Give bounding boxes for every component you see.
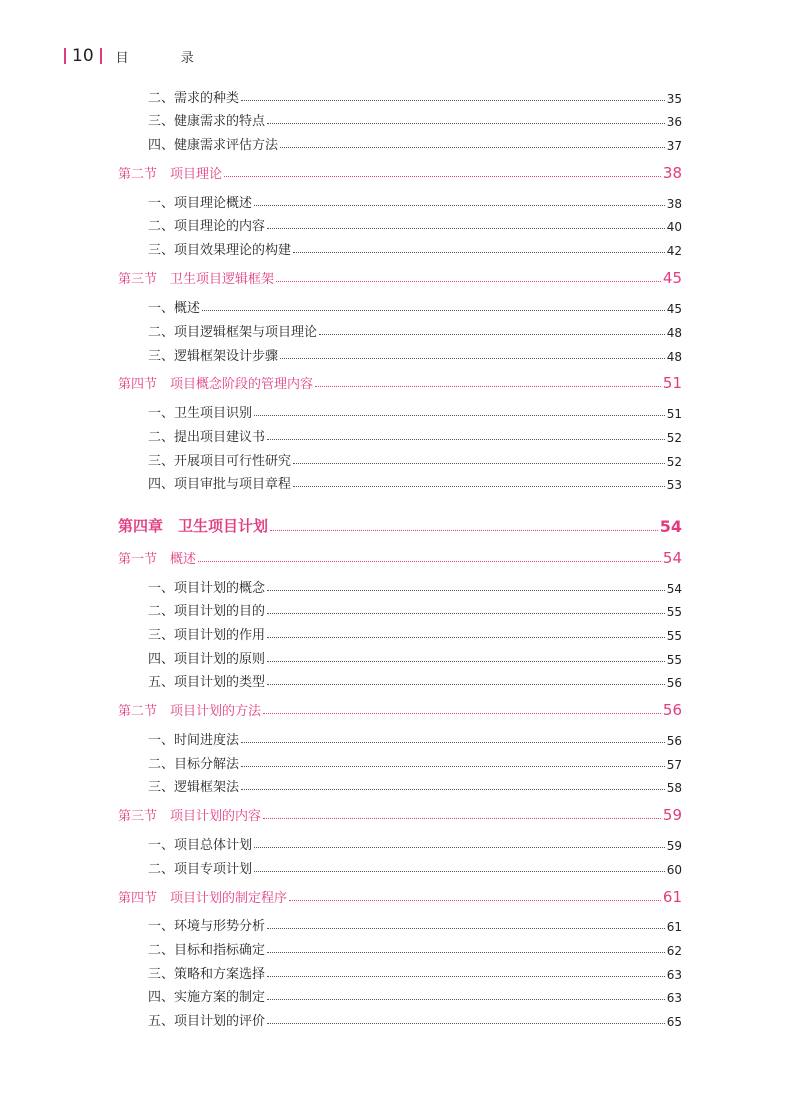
dot-leader (267, 590, 665, 591)
page-number: 10 (72, 46, 94, 66)
toc-title: 四、项目审批与项目章程 (148, 477, 292, 492)
toc-item[interactable] (148, 1007, 682, 1029)
dot-leader (263, 818, 661, 819)
toc-title: 三、逻辑框架设计步骤 (148, 349, 279, 364)
dot-leader (319, 334, 665, 335)
dot-leader (267, 613, 665, 614)
toc-section[interactable] (118, 802, 682, 824)
toc-section[interactable] (118, 160, 682, 182)
toc-page-number: 53 (666, 478, 682, 492)
toc-item[interactable] (148, 236, 682, 258)
toc-page-number: 54 (659, 517, 682, 536)
dot-leader (267, 976, 665, 977)
toc-item[interactable] (148, 831, 682, 853)
dot-leader (270, 530, 658, 531)
toc-title: 二、目标分解法 (148, 757, 240, 772)
toc-item[interactable] (148, 912, 682, 934)
toc-title: 第四章 卫生项目计划 (118, 517, 269, 535)
page-title: 目 录 (115, 50, 218, 66)
toc-item[interactable] (148, 574, 682, 596)
toc-item[interactable] (148, 294, 682, 316)
toc-item[interactable] (148, 212, 682, 234)
dot-leader (254, 205, 665, 206)
toc-title: 第四节 项目计划的制定程序 (118, 891, 288, 906)
toc-section[interactable] (118, 884, 682, 906)
toc-item[interactable] (148, 750, 682, 772)
dot-leader (315, 386, 661, 387)
toc-title: 一、项目计划的概念 (148, 581, 266, 596)
dot-leader (263, 713, 661, 714)
toc-page-number: 36 (666, 115, 682, 129)
toc-page-number: 54 (662, 549, 682, 567)
dot-leader (254, 415, 665, 416)
toc-page-number: 59 (666, 839, 682, 853)
toc-page-number: 61 (666, 920, 682, 934)
toc-title: 二、项目理论的内容 (148, 219, 266, 234)
toc-item[interactable] (148, 423, 682, 445)
toc-page-number: 45 (662, 269, 682, 287)
toc-page-number: 51 (662, 374, 682, 392)
toc-page-number: 52 (666, 431, 682, 445)
toc-title: 二、项目专项计划 (148, 862, 253, 877)
toc-item[interactable] (148, 470, 682, 492)
toc-title: 一、项目理论概述 (148, 196, 253, 211)
toc-item[interactable] (148, 131, 682, 153)
toc-title: 一、环境与形势分析 (148, 919, 266, 934)
running-header (64, 44, 218, 68)
dot-leader (267, 952, 665, 953)
toc-title: 二、提出项目建议书 (148, 430, 266, 445)
toc-title: 四、项目计划的原则 (148, 652, 266, 667)
toc-page-number: 51 (666, 407, 682, 421)
toc-title: 一、项目总体计划 (148, 838, 253, 853)
toc-page-number: 63 (666, 991, 682, 1005)
dot-leader (267, 928, 665, 929)
toc-item[interactable] (148, 447, 682, 469)
dot-leader (241, 742, 665, 743)
toc-page-number: 63 (666, 968, 682, 982)
dot-leader (267, 684, 665, 685)
toc-item[interactable] (148, 399, 682, 421)
toc-title: 二、需求的种类 (148, 91, 240, 106)
dot-leader (254, 847, 665, 848)
toc-page-number: 40 (666, 220, 682, 234)
toc-section[interactable] (118, 370, 682, 392)
toc-title: 一、时间进度法 (148, 733, 240, 748)
toc-item[interactable] (148, 983, 682, 1005)
toc-page-number: 56 (666, 734, 682, 748)
toc-page-number: 57 (666, 758, 682, 772)
toc-title: 五、项目计划的类型 (148, 675, 266, 690)
toc-title: 四、健康需求评估方法 (148, 138, 279, 153)
toc-item[interactable] (148, 597, 682, 619)
dot-leader (254, 871, 665, 872)
toc-page-number: 54 (666, 582, 682, 596)
toc-page-number: 52 (666, 455, 682, 469)
toc-title: 第二节 项目理论 (118, 167, 223, 182)
dot-leader (293, 252, 665, 253)
toc-page-number: 55 (666, 629, 682, 643)
toc-title: 三、策略和方案选择 (148, 967, 266, 982)
toc-title: 第一节 概述 (118, 552, 197, 567)
toc-item[interactable] (148, 645, 682, 667)
toc-page-number: 65 (666, 1015, 682, 1029)
toc-title: 三、项目效果理论的构建 (148, 243, 292, 258)
toc-title: 第二节 项目计划的方法 (118, 704, 262, 719)
toc-item[interactable] (148, 342, 682, 364)
toc-item[interactable] (148, 960, 682, 982)
dot-leader (293, 486, 665, 487)
toc-title: 第四节 项目概念阶段的管理内容 (118, 377, 314, 392)
dot-leader (224, 176, 661, 177)
toc-title: 一、概述 (148, 301, 201, 316)
toc-item[interactable] (148, 189, 682, 211)
toc-page-number: 56 (662, 701, 682, 719)
toc-title: 三、项目计划的作用 (148, 628, 266, 643)
toc-item[interactable] (148, 855, 682, 877)
dot-leader (289, 900, 661, 901)
dot-leader (241, 789, 665, 790)
toc-page-number: 38 (666, 197, 682, 211)
toc-title: 三、开展项目可行性研究 (148, 454, 292, 469)
toc-item[interactable] (148, 84, 682, 106)
toc-page-number: 55 (666, 605, 682, 619)
toc-page-number: 48 (666, 326, 682, 340)
toc-title: 二、目标和指标确定 (148, 943, 266, 958)
toc-page-number: 48 (666, 350, 682, 364)
toc-page-number: 56 (666, 676, 682, 690)
toc-title: 三、健康需求的特点 (148, 114, 266, 129)
toc-item[interactable] (148, 773, 682, 795)
dot-leader (202, 310, 665, 311)
toc-page-number: 55 (666, 653, 682, 667)
toc-title: 二、项目逻辑框架与项目理论 (148, 325, 318, 340)
toc-page-number: 60 (666, 863, 682, 877)
toc-title: 第三节 项目计划的内容 (118, 809, 262, 824)
toc-item[interactable] (148, 318, 682, 340)
toc-page-number: 58 (666, 781, 682, 795)
dot-leader (241, 766, 665, 767)
toc-title: 二、项目计划的目的 (148, 604, 266, 619)
dot-leader (241, 100, 665, 101)
toc-title: 三、逻辑框架法 (148, 780, 240, 795)
dot-leader (267, 123, 665, 124)
toc-section[interactable] (118, 265, 682, 287)
toc-page-number: 45 (666, 302, 682, 316)
toc-page-number: 38 (662, 164, 682, 182)
toc-item[interactable] (148, 107, 682, 129)
dot-leader (267, 439, 665, 440)
dot-leader (280, 147, 665, 148)
toc-title: 一、卫生项目识别 (148, 406, 253, 421)
toc-section[interactable] (118, 697, 682, 719)
dot-leader (293, 463, 665, 464)
dot-leader (267, 661, 665, 662)
dot-leader (276, 281, 661, 282)
toc-item[interactable] (148, 726, 682, 748)
toc-page-number: 42 (666, 244, 682, 258)
toc-item[interactable] (148, 668, 682, 690)
toc-item[interactable] (148, 621, 682, 643)
dot-leader (267, 637, 665, 638)
dot-leader (198, 561, 661, 562)
toc-page-number: 35 (666, 92, 682, 106)
toc-title: 四、实施方案的制定 (148, 990, 266, 1005)
toc-section[interactable] (118, 545, 682, 567)
dot-leader (267, 999, 665, 1000)
header-bar-right (100, 48, 102, 64)
toc-page-number: 61 (662, 888, 682, 906)
toc-title: 第三节 卫生项目逻辑框架 (118, 272, 275, 287)
header-bar-left (64, 48, 66, 64)
dot-leader (280, 358, 665, 359)
dot-leader (267, 1023, 665, 1024)
toc-page-number: 37 (666, 139, 682, 153)
toc-title: 五、项目计划的评价 (148, 1014, 266, 1029)
toc-page-number: 62 (666, 944, 682, 958)
dot-leader (267, 228, 665, 229)
toc-page-number: 59 (662, 806, 682, 824)
toc-chapter[interactable] (118, 514, 682, 536)
toc-item[interactable] (148, 936, 682, 958)
